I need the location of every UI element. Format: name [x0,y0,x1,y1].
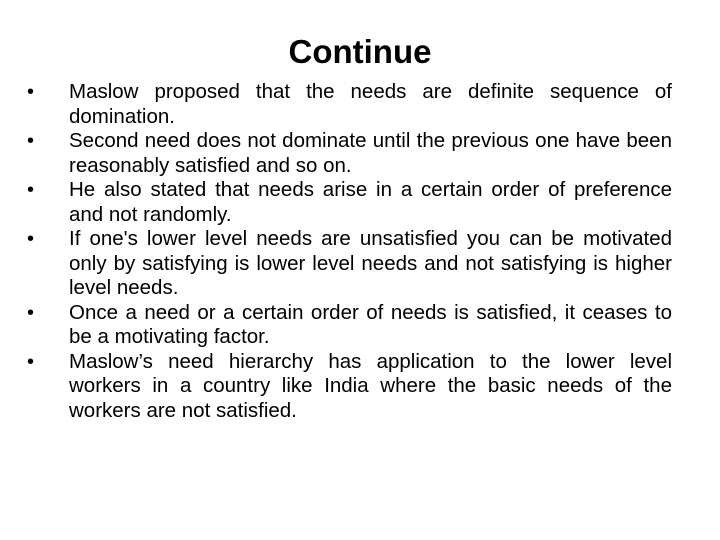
bullet-text: If one's lower level needs are unsatisfied you can be motivated only by satisfying is lower level needs and not satisfying is higher level needs. [69,227,672,299]
bullet-marker: • [27,301,35,324]
bullet-item-4 [27,227,672,301]
bullet-item-5 [27,301,672,350]
bullet-marker: • [27,350,35,373]
bullet-marker: • [27,130,35,152]
bullet-text: Maslow’s need hierarchy has application to the lower level workers in a country like India where the basic needs of the workers are not satisfied. [69,349,672,422]
bullet-item-1 [27,80,672,129]
bullet-marker: • [27,228,35,250]
bullet-text: Once a need or a certain order of needs is satisfied, it ceases to be a motivating factor. [69,300,672,348]
bullet-text: Second need does not dominate until the previous one have been reasonably satisfied and so on. [69,129,672,177]
bullet-marker: • [27,81,35,103]
bullet-list [27,80,672,423]
bullet-item-2 [27,129,672,178]
bullet-text: He also stated that needs arise in a certain order of preference and not randomly. [69,178,672,226]
slide-title: Continue [288,33,432,70]
bullet-item-6 [27,350,672,424]
bullet-text: Maslow proposed that the needs are definite sequence of domination. [69,80,672,128]
bullet-item-3 [27,178,672,227]
bullet-marker: • [27,179,35,201]
